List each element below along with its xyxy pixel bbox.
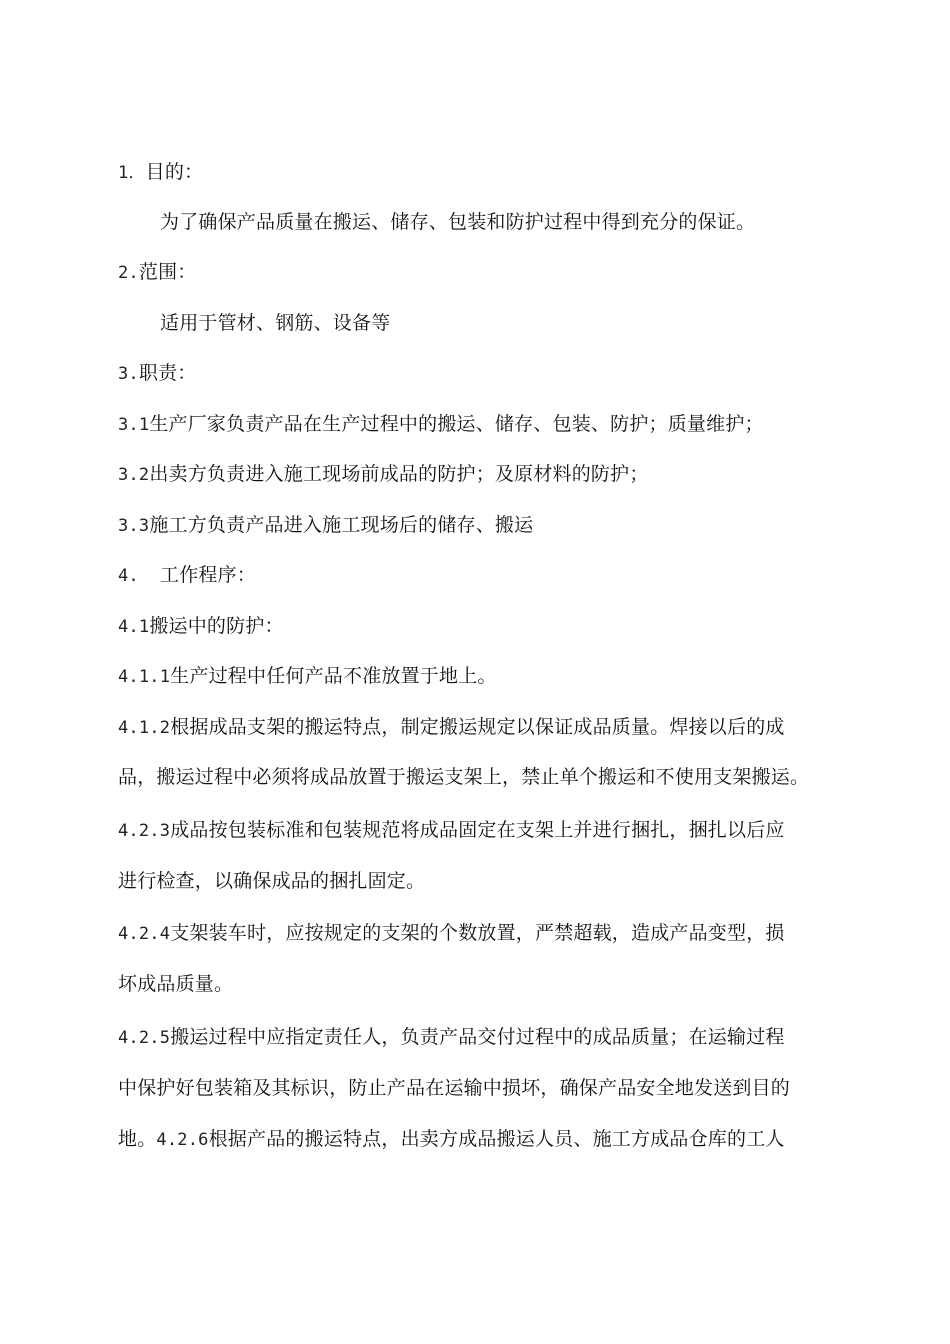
heading-responsibility: [118, 358, 196, 388]
section-number: 3.1: [118, 415, 150, 435]
section-number: 3.2: [118, 465, 150, 485]
paragraph-4-2-5: [118, 1022, 785, 1052]
scope-text: 适用于管材、钢筋、设备等: [160, 312, 391, 334]
paragraph-continuation: 品，搬运过程中必须将成品放置于搬运支架上，禁止单个搬运和不使用支架搬运。: [118, 766, 810, 788]
paragraph-4-1-1: [118, 661, 497, 691]
paragraph-continuation: 中保护好包装箱及其标识，防止产品在运输中损坏，确保产品安全地发送到目的: [118, 1077, 791, 1099]
paragraph-continuation: 进行检查，以确保成品的捆扎固定。: [118, 870, 426, 892]
paragraph-text: 出卖方负责进入施工现场前成品的防护；及原材料的防护；: [149, 463, 649, 485]
purpose-text: 为了确保产品质量在搬运、储存、包装和防护过程中得到充分的保证。: [160, 211, 756, 233]
section-number: 3.: [118, 364, 139, 384]
paragraph-text: 生产过程中任何产品不准放置于地上。: [170, 665, 497, 687]
paragraph-4-1: [118, 611, 284, 641]
section-number: 1．: [118, 163, 146, 183]
section-number: 4.2.3: [118, 821, 171, 841]
heading-procedure: [118, 560, 256, 590]
heading-scope: [118, 257, 196, 287]
paragraph-4-2-4: [118, 918, 785, 948]
section-number: 4.2.5: [118, 1028, 171, 1048]
section-number: 4.2.4: [118, 924, 171, 944]
paragraph-3-3: [118, 510, 533, 540]
section-title: 职责：: [138, 362, 197, 384]
section-number: 4.2.6: [156, 1130, 209, 1150]
paragraph-3-1: [118, 409, 764, 439]
section-number: 3.3: [118, 516, 150, 536]
paragraph-text: 成品按包装标准和包装规范将成品固定在支架上并进行捆扎，捆扎以后应: [170, 819, 785, 841]
section-number: 2.: [118, 263, 139, 283]
section-number: 4.1.1: [118, 667, 171, 687]
paragraph-text: 搬运中的防护：: [149, 615, 284, 637]
paragraph-3-2: [118, 459, 649, 489]
section-title: 工作程序：: [160, 564, 257, 586]
section-number: 4.: [118, 566, 139, 586]
paragraph-text: 支架装车时，应按规定的支架的个数放置，严禁超载，造成产品变型，损: [170, 922, 785, 944]
section-number: 4.1.2: [118, 718, 171, 738]
paragraph-4-2-6: [118, 1124, 785, 1154]
paragraph-text: 生产厂家负责产品在生产过程中的搬运、储存、包装、防护；质量维护；: [149, 413, 764, 435]
paragraph-4-2-3: [118, 815, 785, 845]
paragraph-4-1-2: [118, 712, 785, 742]
section-number: 4.1: [118, 617, 150, 637]
paragraph-continuation: 坏成品质量。: [118, 973, 234, 995]
paragraph-text: 根据产品的搬运特点，出卖方成品搬运人员、施工方成品仓库的工人: [208, 1128, 785, 1150]
paragraph-text: 根据成品支架的搬运特点，制定搬运规定以保证成品质量。焊接以后的成: [170, 716, 785, 738]
section-title: 范围：: [138, 261, 197, 283]
paragraph-text: 地。: [118, 1128, 157, 1150]
section-title: 目的：: [145, 161, 204, 183]
paragraph-text: 施工方负责产品进入施工现场后的储存、搬运: [149, 514, 534, 536]
paragraph-text: 搬运过程中应指定责任人，负责产品交付过程中的成品质量；在运输过程: [170, 1026, 785, 1048]
heading-purpose: [118, 157, 203, 187]
